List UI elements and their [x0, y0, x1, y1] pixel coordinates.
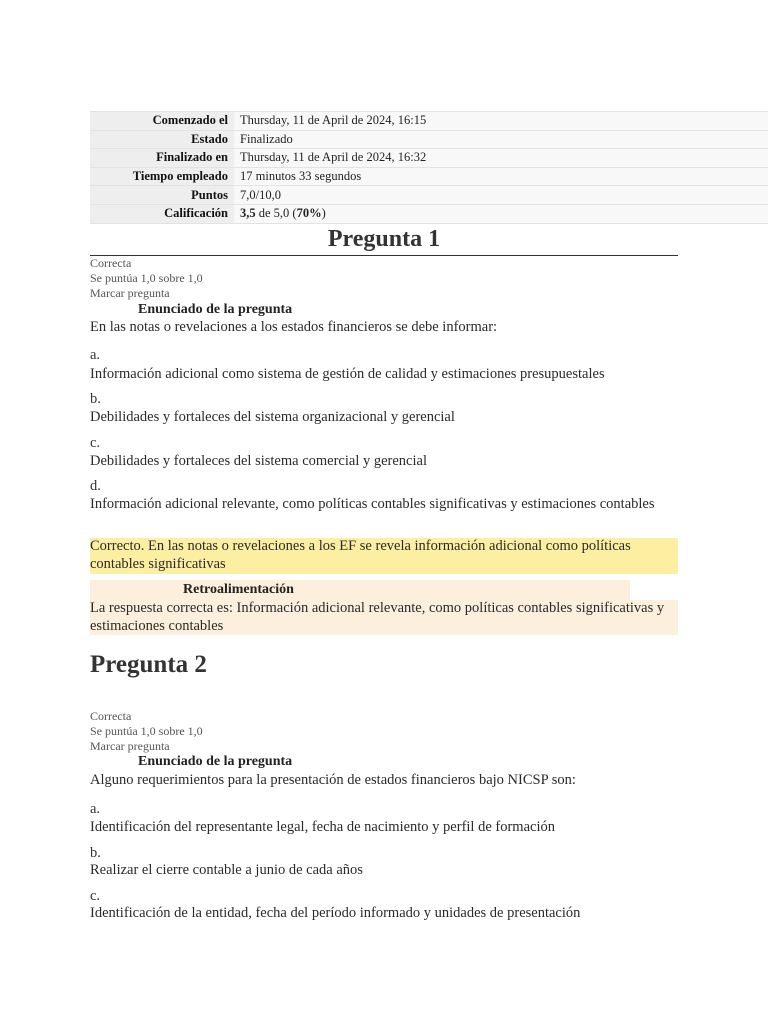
summary-label: Puntos — [90, 186, 234, 205]
question-1-text: En las notas o revelaciones a los estados financieros se debe informar: — [90, 319, 498, 335]
summary-value: Thursday, 11 de April de 2024, 16:32 — [234, 149, 768, 168]
question-2-state: Correcta — [90, 709, 132, 723]
grade-score: 3,5 — [240, 206, 256, 221]
question-1-feedback-title — [90, 580, 630, 600]
question-1-option-a-letter[interactable]: a. — [90, 347, 101, 363]
question-1-flag-link[interactable]: Marcar pregunta — [90, 286, 170, 300]
grade-close: ) — [321, 206, 326, 221]
summary-label: Comenzado el — [90, 112, 234, 131]
summary-label: Estado — [90, 130, 234, 149]
question-2-enunciado-title: Enunciado de la pregunta — [138, 754, 293, 769]
summary-row-time — [90, 167, 768, 186]
grade-out-of: de 5,0 ( — [255, 206, 297, 221]
summary-value: 17 minutos 33 segundos — [234, 167, 768, 186]
question-1-option-b-letter[interactable]: b. — [90, 391, 101, 407]
question-1-option-a-text[interactable]: Información adicional como sistema de gestión de calidad y estimaciones presupuestales — [90, 366, 605, 382]
summary-label: Finalizado en — [90, 149, 234, 168]
question-2-option-a-text[interactable]: Identificación del representante legal, fecha de nacimiento y perfil de formación — [90, 819, 555, 835]
summary-grade-value — [234, 204, 768, 223]
summary-row-finished — [90, 149, 768, 168]
question-1-option-c-text[interactable]: Debilidades y fortaleces del sistema comercial y gerencial — [90, 453, 427, 469]
question-2-option-a-letter[interactable]: a. — [90, 801, 101, 817]
question-1-option-d-letter[interactable]: d. — [90, 478, 101, 494]
summary-row-points — [90, 186, 768, 205]
summary-row-grade — [90, 204, 768, 223]
question-2-option-b-letter[interactable]: b. — [90, 845, 101, 861]
question-1-enunciado-title: Enunciado de la pregunta — [138, 302, 293, 317]
question-2-title: Pregunta 2 — [90, 651, 207, 678]
question-2-option-b-text[interactable]: Realizar el cierre contable a junio de cada años — [90, 862, 363, 878]
question-1-grade: Se puntúa 1,0 sobre 1,0 — [90, 271, 203, 285]
grade-percent: 70% — [296, 206, 322, 221]
question-1-state: Correcta — [90, 256, 132, 270]
question-1-option-c-letter[interactable]: c. — [90, 435, 101, 451]
quiz-summary-table — [90, 111, 768, 224]
question-2-flag-link[interactable]: Marcar pregunta — [90, 739, 170, 753]
summary-value: Thursday, 11 de April de 2024, 16:15 — [234, 112, 768, 131]
question-2-text: Alguno requerimientos para la presentación de estados financieros bajo NICSP son: — [90, 772, 576, 788]
question-1-option-b-text[interactable]: Debilidades y fortaleces del sistema organizacional y gerencial — [90, 409, 455, 425]
question-1-right-answer: La respuesta correcta es: Información adicional relevante, como políticas contables significativas y estimaciones contables — [90, 600, 678, 635]
summary-row-started — [90, 112, 768, 131]
summary-value: Finalizado — [234, 130, 768, 149]
summary-label: Calificación — [90, 204, 234, 223]
feedback-title-text: Retroalimentación — [183, 582, 294, 597]
summary-row-state — [90, 130, 768, 149]
summary-value: 7,0/10,0 — [234, 186, 768, 205]
question-2-option-c-letter[interactable]: c. — [90, 888, 101, 904]
question-2-grade: Se puntúa 1,0 sobre 1,0 — [90, 724, 203, 738]
question-1-title: Pregunta 1 — [90, 224, 678, 256]
question-2-option-c-text[interactable]: Identificación de la entidad, fecha del período informado y unidades de presentación — [90, 905, 581, 921]
question-1-specific-feedback: Correcto. En las notas o revelaciones a los EF se revela información adicional como políticas contables significativas — [90, 538, 678, 574]
summary-label: Tiempo empleado — [90, 167, 234, 186]
question-1-option-d-text[interactable]: Información adicional relevante, como políticas contables significativas y estimaciones contables — [90, 496, 655, 512]
